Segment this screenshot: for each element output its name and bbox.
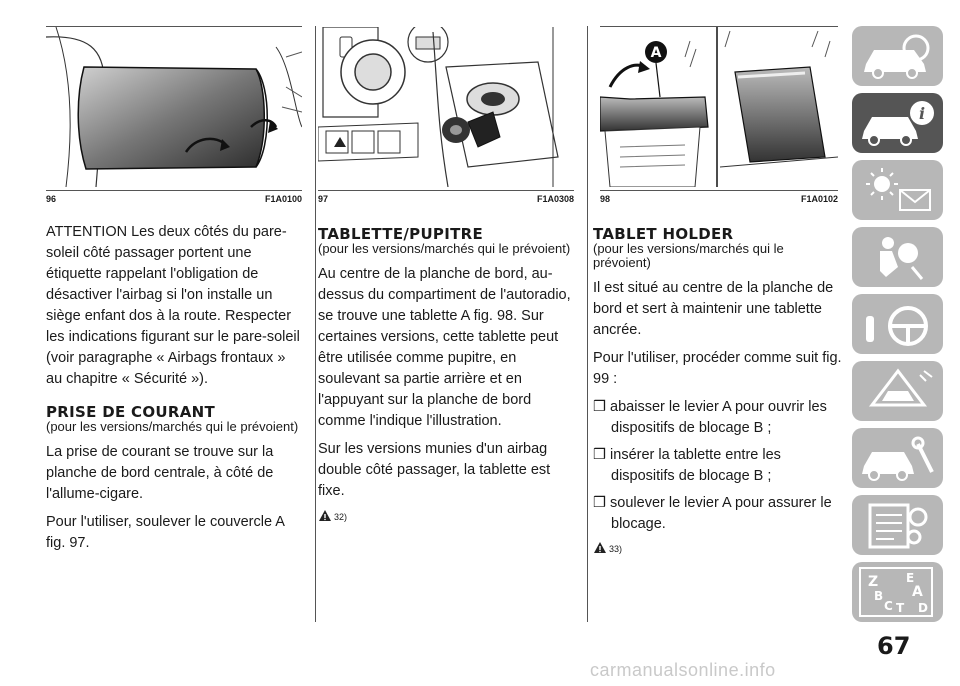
- svg-text:i: i: [918, 104, 926, 123]
- figure-code: F1A0308: [536, 194, 574, 204]
- column-3: [593, 226, 845, 554]
- section-title-prise-de-courant: PRISE DE COURANT: [46, 403, 216, 421]
- warning-ref-number: 32): [334, 512, 348, 522]
- section-title-tablette-pupitre: TABLETTE/PUPITRE: [318, 225, 484, 243]
- airbag-seat-icon[interactable]: [852, 227, 943, 287]
- body-paragraph: Pour l'utiliser, procéder comme suit fig. 99 :: [593, 350, 842, 387]
- section-subtitle: (pour les versions/marchés qui le prévoient): [318, 241, 571, 256]
- body-paragraph: La prise de courant se trouve sur la planche de bord centrale, à côté de l'allume-cigare.: [46, 444, 274, 502]
- page-number: 67: [877, 632, 911, 660]
- figure-98-tablet-holder: [600, 27, 838, 187]
- body-paragraph: Au centre de la planche de bord, au-dessus du compartiment de l'autoradio, se trouve une tablette A fig. 98. Sur certaines versions, cette tablette peut être utilisée comme pupitre, en soulevant sa partie arrière et en l'appuyant sur la planche de bord comme l'indique l'illustration.: [318, 266, 571, 429]
- body-paragraph: Sur les versions munies d'un airbag double côté passager, la tablette est fixe.: [318, 441, 551, 499]
- technical-data-icon[interactable]: [852, 495, 943, 555]
- figure-number: 97: [318, 194, 329, 204]
- index-letter: E: [906, 571, 915, 585]
- figure-98-bottom-rule: [600, 190, 838, 191]
- figure-97-caption: [318, 194, 574, 206]
- warning-triangle-icon: [318, 509, 332, 522]
- chapter-sidebar: [852, 26, 948, 629]
- column-divider-2: [587, 26, 588, 622]
- body-paragraph: Il est situé au centre de la planche de bord et sert à maintenir une tablette ancrée.: [593, 280, 834, 338]
- warning-ref-number: 33): [609, 544, 623, 554]
- index-letters-icon[interactable]: [852, 562, 943, 622]
- figure-code: F1A0100: [264, 194, 302, 204]
- figure-97-bottom-rule: [318, 190, 574, 191]
- section-subtitle: (pour les versions/marchés qui le prévoient): [593, 241, 784, 270]
- index-letter: Z: [868, 574, 879, 590]
- figure-98-caption: [600, 194, 838, 206]
- section-subtitle: (pour les versions/marchés qui le prévoient): [46, 419, 299, 434]
- column-2: [318, 226, 576, 522]
- figure-96-sun-visor: [46, 27, 302, 187]
- warning-triangle-icon: [593, 541, 607, 554]
- figure-96-bottom-rule: [46, 190, 302, 191]
- warning-lights-icon[interactable]: [852, 160, 943, 220]
- car-crash-icon[interactable]: [852, 361, 943, 421]
- index-letter: A: [912, 584, 923, 600]
- index-letter: B: [874, 589, 884, 603]
- index-letter: C: [884, 599, 893, 613]
- figure-number: 96: [46, 194, 57, 204]
- list-item: ❒ soulever le levier A pour assurer le blocage.: [593, 495, 832, 532]
- section-title-tablet-holder: TABLET HOLDER: [593, 225, 734, 243]
- airbag-warning-paragraph: ATTENTION Les deux côtés du pare-soleil côté passager portent une étiquette rappelant l'obligation de désactiver l'airbag si l'on installe un siège enfant dos à la route. Respecter les indications figurant sur le pare-soleil (voir paragraphe « Airbags frontaux » au chapitre « Sécurité »).: [46, 224, 300, 387]
- figure-97-power-socket: [318, 27, 574, 187]
- column-1: [46, 222, 302, 561]
- list-item: ❒ insérer la tablette entre les dispositifs de blocage B ;: [593, 447, 781, 484]
- figure-code: F1A0102: [800, 194, 838, 204]
- index-letter: T: [896, 601, 905, 615]
- watermark: carmanualsonline.info: [590, 660, 776, 680]
- car-dashboard-icon[interactable]: [852, 26, 943, 86]
- warning-reference: [593, 541, 845, 554]
- car-info-icon[interactable]: [852, 93, 943, 153]
- figure-96-caption: [46, 194, 302, 206]
- list-item: ❒ abaisser le levier A pour ouvrir les dispositifs de blocage B ;: [593, 399, 827, 436]
- figure-label-a: A: [650, 45, 662, 61]
- column-divider-1: [315, 26, 316, 622]
- body-paragraph: Pour l'utiliser, soulever le couvercle A fig. 97.: [46, 514, 285, 551]
- figure-number: 98: [600, 194, 611, 204]
- steering-wheel-icon[interactable]: [852, 294, 943, 354]
- warning-reference: [318, 509, 576, 522]
- index-letter: D: [918, 601, 928, 615]
- car-maintenance-icon[interactable]: [852, 428, 943, 488]
